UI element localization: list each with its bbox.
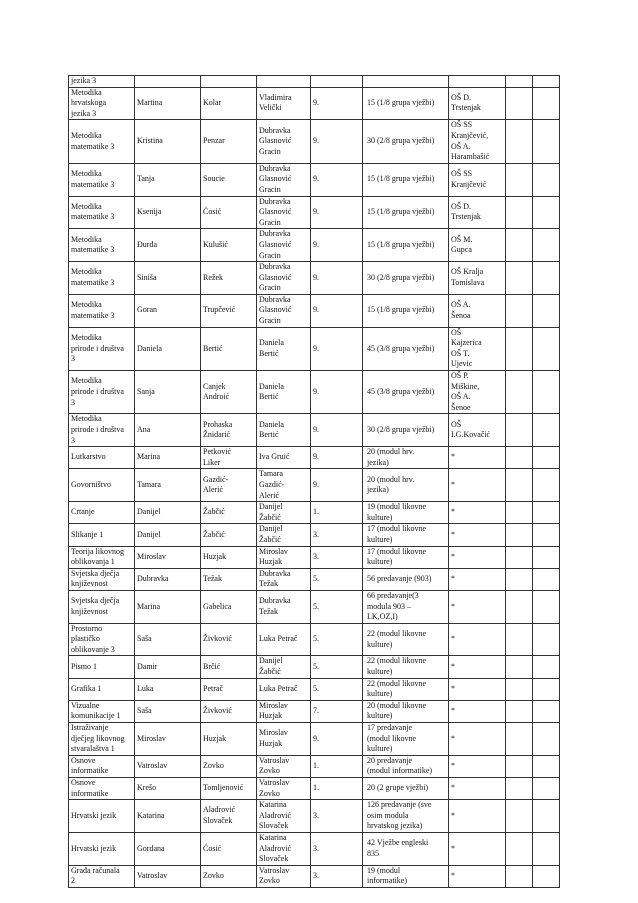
cell-course-holder — [257, 76, 311, 88]
cell-first-name: Tanja — [135, 163, 201, 196]
cell-extra-1 — [506, 502, 533, 524]
cell-course-holder: Vladimira Velički — [257, 87, 311, 120]
cell-school: OŠ A. Šenoa — [449, 294, 506, 327]
cell-course-holder: Luka Petrač — [257, 623, 311, 656]
table-row — [69, 262, 560, 295]
cell-course: Govorništvo — [69, 469, 135, 502]
cell-course: Osnove informatike — [69, 778, 135, 800]
cell-school: * — [449, 656, 506, 678]
cell-first-name: Tamara — [135, 469, 201, 502]
cell-hours: 15 (1/8 grupa vježbi) — [363, 196, 449, 229]
table-row — [69, 294, 560, 327]
cell-last-name: Kulušić — [201, 229, 257, 262]
cell-last-name: Aladrović Slovaček — [201, 800, 257, 833]
cell-extra-1 — [506, 524, 533, 546]
cell-school: * — [449, 700, 506, 722]
cell-semester: 9. — [311, 447, 363, 469]
cell-first-name: Saša — [135, 623, 201, 656]
table-row — [69, 76, 560, 88]
cell-course: Hrvatski jezik — [69, 800, 135, 833]
cell-extra-1 — [506, 865, 533, 887]
cell-course-holder: Iva Gruić — [257, 447, 311, 469]
cell-semester: 9. — [311, 262, 363, 295]
cell-first-name: Katarina — [135, 800, 201, 833]
table-body — [69, 76, 560, 888]
cell-extra-2 — [533, 723, 560, 756]
cell-semester: 9. — [311, 327, 363, 370]
cell-first-name: Goran — [135, 294, 201, 327]
cell-semester: 5. — [311, 590, 363, 623]
cell-first-name: Ksenija — [135, 196, 201, 229]
cell-first-name: Đurđa — [135, 229, 201, 262]
cell-last-name: Gazdić- Alerić — [201, 469, 257, 502]
cell-extra-2 — [533, 590, 560, 623]
cell-extra-1 — [506, 832, 533, 865]
cell-hours: 15 (1/8 grupa vježbi) — [363, 294, 449, 327]
table-row — [69, 87, 560, 120]
cell-hours: 45 (3/8 grupa vježbi) — [363, 371, 449, 414]
cell-first-name: Kristina — [135, 120, 201, 163]
cell-first-name: Damir — [135, 656, 201, 678]
cell-extra-2 — [533, 163, 560, 196]
cell-extra-2 — [533, 568, 560, 590]
cell-school: * — [449, 568, 506, 590]
cell-extra-2 — [533, 229, 560, 262]
cell-first-name: Danijel — [135, 502, 201, 524]
cell-course: Građa računala 2 — [69, 865, 135, 887]
cell-school: * — [449, 755, 506, 777]
cell-extra-1 — [506, 778, 533, 800]
cell-course-holder: Daniela Bertić — [257, 371, 311, 414]
cell-extra-1 — [506, 800, 533, 833]
table-row — [69, 723, 560, 756]
cell-school: * — [449, 447, 506, 469]
cell-course: Metodika matematike 3 — [69, 294, 135, 327]
cell-course-holder: Danijel Žabčić — [257, 656, 311, 678]
cell-school: * — [449, 678, 506, 700]
cell-extra-1 — [506, 590, 533, 623]
cell-last-name: Trupčević — [201, 294, 257, 327]
cell-extra-2 — [533, 327, 560, 370]
cell-first-name: Gordana — [135, 832, 201, 865]
cell-extra-2 — [533, 524, 560, 546]
cell-extra-2 — [533, 196, 560, 229]
cell-hours: 17 (modul likovne kulture) — [363, 524, 449, 546]
cell-extra-1 — [506, 447, 533, 469]
cell-course: Hrvatski jezik — [69, 832, 135, 865]
cell-course: Lutkarstvo — [69, 447, 135, 469]
cell-course: Pismo 1 — [69, 656, 135, 678]
cell-course: Metodika prirode i društva 3 — [69, 371, 135, 414]
table-row — [69, 590, 560, 623]
cell-course: jezika 3 — [69, 76, 135, 88]
cell-school: OŠ D. Trstenjak — [449, 87, 506, 120]
cell-school: OŠ SS Kranjčević, OŠ A. Harambašić — [449, 120, 506, 163]
cell-school: OŠ Kajzerica OŠ T. Ujevic — [449, 327, 506, 370]
cell-hours: 126 predavanje (sve osim modula hrvatskog jezika) — [363, 800, 449, 833]
cell-last-name: Petković Liker — [201, 447, 257, 469]
cell-course-holder: Dubravka Težak — [257, 568, 311, 590]
cell-last-name: Žabčić — [201, 502, 257, 524]
cell-course-holder: Dubravka Glasnović Gracin — [257, 196, 311, 229]
table-row — [69, 327, 560, 370]
cell-course-holder: Dubravka Težak — [257, 590, 311, 623]
cell-last-name: Huzjak — [201, 546, 257, 568]
cell-extra-2 — [533, 469, 560, 502]
cell-last-name: Petrač — [201, 678, 257, 700]
cell-course-holder: Vatroslav Zovko — [257, 778, 311, 800]
cell-hours: 19 (modul likovne kulture) — [363, 502, 449, 524]
cell-course: Metodika matematike 3 — [69, 120, 135, 163]
table-row — [69, 371, 560, 414]
cell-last-name — [201, 76, 257, 88]
cell-hours: 20 (2 grupe vježbi) — [363, 778, 449, 800]
cell-semester: 1. — [311, 502, 363, 524]
cell-last-name: Živković — [201, 623, 257, 656]
cell-course: Metodika matematike 3 — [69, 229, 135, 262]
cell-semester: 5. — [311, 568, 363, 590]
cell-extra-1 — [506, 294, 533, 327]
cell-extra-2 — [533, 865, 560, 887]
cell-extra-2 — [533, 755, 560, 777]
cell-last-name: Bertić — [201, 327, 257, 370]
cell-extra-1 — [506, 678, 533, 700]
cell-course-holder: Miroslav Huzjak — [257, 700, 311, 722]
cell-extra-2 — [533, 262, 560, 295]
cell-school — [449, 76, 506, 88]
cell-course-holder: Katarina Aladrović Slovaček — [257, 800, 311, 833]
cell-course: Grafika 1 — [69, 678, 135, 700]
cell-hours: 22 (modul likovne kulture) — [363, 656, 449, 678]
cell-hours — [363, 76, 449, 88]
table-row — [69, 678, 560, 700]
cell-first-name — [135, 76, 201, 88]
cell-last-name: Zovko — [201, 865, 257, 887]
cell-course: Metodika prirode i društva 3 — [69, 414, 135, 447]
cell-extra-1 — [506, 469, 533, 502]
cell-last-name: Soucie — [201, 163, 257, 196]
cell-school: * — [449, 546, 506, 568]
cell-last-name: Canjek Androić — [201, 371, 257, 414]
cell-course-holder: Dubravka Glasnović Gracin — [257, 163, 311, 196]
table-row — [69, 120, 560, 163]
cell-school: OŠ D. Trstenjak — [449, 196, 506, 229]
table-row — [69, 755, 560, 777]
table-row — [69, 229, 560, 262]
cell-course-holder: Tamara Gazdić- Alerić — [257, 469, 311, 502]
course-table — [68, 75, 560, 888]
cell-extra-2 — [533, 87, 560, 120]
cell-first-name: Sanja — [135, 371, 201, 414]
cell-extra-2 — [533, 414, 560, 447]
cell-extra-1 — [506, 229, 533, 262]
cell-semester: 9. — [311, 87, 363, 120]
cell-school: * — [449, 590, 506, 623]
cell-extra-1 — [506, 755, 533, 777]
cell-semester: 9. — [311, 723, 363, 756]
cell-last-name: Tomljenović — [201, 778, 257, 800]
cell-hours: 30 (2/8 grupa vježbi) — [363, 262, 449, 295]
cell-semester: 7. — [311, 700, 363, 722]
cell-last-name: Žabčić — [201, 524, 257, 546]
table-row — [69, 700, 560, 722]
cell-school: OŠ SS Kranjčević — [449, 163, 506, 196]
cell-first-name: Vatroslav — [135, 865, 201, 887]
cell-course-holder: Miroslav Huzjak — [257, 546, 311, 568]
cell-school: * — [449, 832, 506, 865]
cell-course: Metodika hrvatskoga jezika 3 — [69, 87, 135, 120]
cell-extra-2 — [533, 778, 560, 800]
cell-first-name: Siniša — [135, 262, 201, 295]
cell-course-holder: Dubravka Glasnović Gracin — [257, 120, 311, 163]
cell-extra-1 — [506, 196, 533, 229]
cell-extra-2 — [533, 447, 560, 469]
cell-semester: 3. — [311, 865, 363, 887]
cell-first-name: Ana — [135, 414, 201, 447]
cell-first-name: Miroslav — [135, 546, 201, 568]
cell-extra-2 — [533, 832, 560, 865]
cell-semester: 5. — [311, 656, 363, 678]
table-row — [69, 656, 560, 678]
cell-semester: 9. — [311, 163, 363, 196]
cell-course: Istraživanje dječjeg likovnog stvaralaštva 1 — [69, 723, 135, 756]
cell-last-name: Ćosić — [201, 832, 257, 865]
cell-course-holder: Dubravka Glasnović Gracin — [257, 229, 311, 262]
cell-semester: 9. — [311, 294, 363, 327]
cell-last-name: Kolar — [201, 87, 257, 120]
cell-school: * — [449, 524, 506, 546]
cell-semester: 9. — [311, 196, 363, 229]
cell-extra-2 — [533, 700, 560, 722]
cell-extra-1 — [506, 87, 533, 120]
cell-hours: 42 Vježbe engleski 835 — [363, 832, 449, 865]
cell-last-name: Gabelica — [201, 590, 257, 623]
cell-first-name: Miroslav — [135, 723, 201, 756]
cell-course-holder: Luka Petrač — [257, 678, 311, 700]
cell-hours: 22 (modul likovne kulture) — [363, 678, 449, 700]
cell-extra-1 — [506, 568, 533, 590]
table-row — [69, 623, 560, 656]
cell-course: Osnove informatike — [69, 755, 135, 777]
cell-course: Metodika matematike 3 — [69, 262, 135, 295]
cell-hours: 17 (modul likovne kulture) — [363, 546, 449, 568]
cell-course: Svjetska dječja književnost — [69, 568, 135, 590]
cell-course-holder: Vatroslav Zovko — [257, 755, 311, 777]
table-row — [69, 778, 560, 800]
cell-course-holder: Daniela Bertić — [257, 327, 311, 370]
cell-extra-1 — [506, 120, 533, 163]
cell-course-holder: Miroslav Huzjak — [257, 723, 311, 756]
cell-school: * — [449, 723, 506, 756]
cell-course: Crtanje — [69, 502, 135, 524]
cell-last-name: Zovko — [201, 755, 257, 777]
cell-first-name: Daniela — [135, 327, 201, 370]
cell-first-name: Marina — [135, 447, 201, 469]
cell-semester: 5. — [311, 623, 363, 656]
cell-hours: 20 predavanje (modul informatike) — [363, 755, 449, 777]
table-row — [69, 502, 560, 524]
cell-course: Metodika matematike 3 — [69, 196, 135, 229]
cell-extra-1 — [506, 163, 533, 196]
cell-hours: 66 predavanje(3 modula 903 – LK,OZ,I) — [363, 590, 449, 623]
cell-last-name: Prohaska Žnidarić — [201, 414, 257, 447]
cell-first-name: Dubravka — [135, 568, 201, 590]
cell-hours: 19 (modul informatike) — [363, 865, 449, 887]
cell-semester: 5. — [311, 678, 363, 700]
cell-extra-1 — [506, 76, 533, 88]
cell-school: OŠ M. Gupca — [449, 229, 506, 262]
cell-last-name: Režek — [201, 262, 257, 295]
cell-last-name: Težak — [201, 568, 257, 590]
cell-semester: 1. — [311, 755, 363, 777]
cell-hours: 45 (3/8 grupa vježbi) — [363, 327, 449, 370]
cell-extra-2 — [533, 76, 560, 88]
table-row — [69, 524, 560, 546]
cell-extra-2 — [533, 546, 560, 568]
cell-hours: 15 (1/8 grupa vježbi) — [363, 163, 449, 196]
cell-semester: 3. — [311, 800, 363, 833]
cell-school: OŠ P. Miškine, OŠ A. Šenoe — [449, 371, 506, 414]
cell-course: Prostorno plastičko oblikovanje 3 — [69, 623, 135, 656]
cell-semester: 1. — [311, 778, 363, 800]
cell-school: * — [449, 469, 506, 502]
cell-course: Metodika prirode i društva 3 — [69, 327, 135, 370]
cell-first-name: Martina — [135, 87, 201, 120]
cell-school: OŠ I.G.Kovačić — [449, 414, 506, 447]
cell-first-name: Saša — [135, 700, 201, 722]
cell-hours: 20 (modul hrv. jezika) — [363, 469, 449, 502]
cell-course: Vizualne komunikacije 1 — [69, 700, 135, 722]
table-row — [69, 800, 560, 833]
cell-extra-2 — [533, 656, 560, 678]
cell-school: * — [449, 778, 506, 800]
cell-extra-1 — [506, 723, 533, 756]
cell-semester: 3. — [311, 524, 363, 546]
cell-course-holder: Danijel Žabčić — [257, 524, 311, 546]
cell-school: OŠ Kralja Tomislava — [449, 262, 506, 295]
cell-school: * — [449, 865, 506, 887]
cell-hours: 20 (modul hrv. jezika) — [363, 447, 449, 469]
table-row — [69, 865, 560, 887]
cell-semester: 3. — [311, 832, 363, 865]
table-row — [69, 546, 560, 568]
cell-course: Metodika matematike 3 — [69, 163, 135, 196]
cell-extra-2 — [533, 120, 560, 163]
table-row — [69, 196, 560, 229]
cell-course-holder: Katarina Aladrović Slovaček — [257, 832, 311, 865]
cell-extra-1 — [506, 656, 533, 678]
table-row — [69, 832, 560, 865]
cell-extra-1 — [506, 262, 533, 295]
cell-semester: 9. — [311, 469, 363, 502]
cell-last-name: Brčić — [201, 656, 257, 678]
cell-last-name: Penzar — [201, 120, 257, 163]
table-row — [69, 414, 560, 447]
cell-extra-1 — [506, 700, 533, 722]
cell-hours: 15 (1/8 grupa vježbi) — [363, 87, 449, 120]
cell-extra-1 — [506, 623, 533, 656]
cell-extra-2 — [533, 800, 560, 833]
cell-hours: 17 predavanje (modul likovne kulture) — [363, 723, 449, 756]
table-row — [69, 568, 560, 590]
cell-extra-1 — [506, 371, 533, 414]
cell-extra-2 — [533, 678, 560, 700]
cell-extra-2 — [533, 502, 560, 524]
cell-semester: 9. — [311, 414, 363, 447]
cell-hours: 22 (modul likovne kulture) — [363, 623, 449, 656]
cell-extra-1 — [506, 414, 533, 447]
cell-course-holder: Dubravka Glasnović Gracin — [257, 294, 311, 327]
cell-extra-2 — [533, 294, 560, 327]
cell-first-name: Danijel — [135, 524, 201, 546]
cell-hours: 15 (1/8 grupa vježbi) — [363, 229, 449, 262]
cell-extra-2 — [533, 623, 560, 656]
cell-first-name: Vatroslav — [135, 755, 201, 777]
cell-first-name: Krešo — [135, 778, 201, 800]
table-row — [69, 163, 560, 196]
cell-course-holder: Daniela Bertić — [257, 414, 311, 447]
cell-semester: 9. — [311, 371, 363, 414]
cell-course-holder: Danijel Žabčić — [257, 502, 311, 524]
table-row — [69, 469, 560, 502]
cell-last-name: Ćosić — [201, 196, 257, 229]
cell-school: * — [449, 502, 506, 524]
cell-semester: 3. — [311, 546, 363, 568]
cell-first-name: Luka — [135, 678, 201, 700]
cell-hours: 56 predavanje (903) — [363, 568, 449, 590]
cell-school: * — [449, 623, 506, 656]
cell-semester — [311, 76, 363, 88]
cell-course: Slikanje 1 — [69, 524, 135, 546]
cell-hours: 30 (2/8 grupa vježbi) — [363, 120, 449, 163]
cell-extra-1 — [506, 546, 533, 568]
cell-first-name: Marina — [135, 590, 201, 623]
cell-course-holder: Vatroslav Zovko — [257, 865, 311, 887]
cell-course-holder: Dubravka Glasnović Gracin — [257, 262, 311, 295]
cell-last-name: Živković — [201, 700, 257, 722]
table-row — [69, 447, 560, 469]
cell-semester: 9. — [311, 120, 363, 163]
cell-school: * — [449, 800, 506, 833]
cell-semester: 9. — [311, 229, 363, 262]
cell-course: Svjetska dječja književnost — [69, 590, 135, 623]
cell-extra-2 — [533, 371, 560, 414]
cell-course: Teorija likovnog oblikovanja 1 — [69, 546, 135, 568]
cell-hours: 30 (2/8 grupa vježbi) — [363, 414, 449, 447]
cell-hours: 20 (modul likovne kulture) — [363, 700, 449, 722]
cell-extra-1 — [506, 327, 533, 370]
cell-last-name: Huzjak — [201, 723, 257, 756]
